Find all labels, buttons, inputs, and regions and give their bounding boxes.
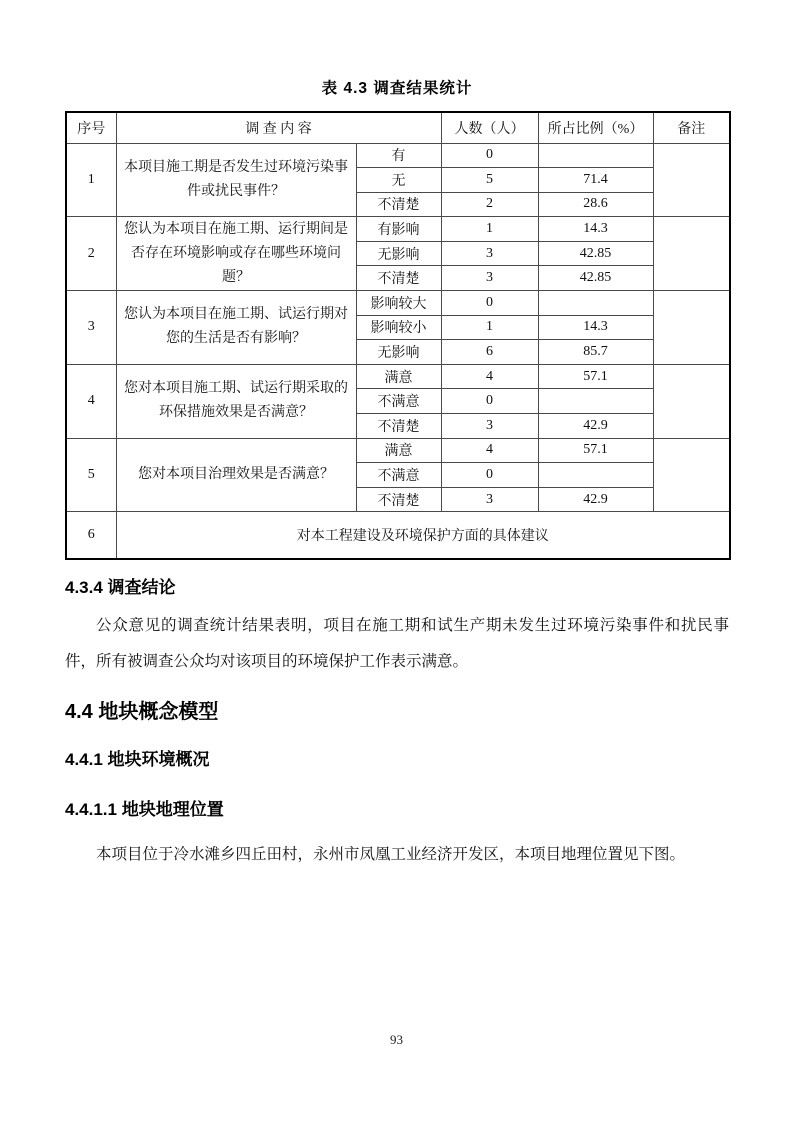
question-cell: 您认为本项目在施工期、运行期间是否存在环境影响或存在哪些环境问题？: [116, 217, 356, 291]
count-cell: 3: [441, 241, 538, 266]
option-cell: 有: [356, 143, 441, 168]
remark-cell: [653, 217, 730, 291]
percent-cell: 42.85: [538, 266, 653, 291]
option-cell: 无影响: [356, 241, 441, 266]
question-cell: 您认为本项目在施工期、试运行期对您的生活是否有影响？: [116, 291, 356, 365]
seq-cell: 4: [66, 364, 116, 438]
col-header-no: 序号: [66, 112, 116, 143]
count-cell: 0: [441, 143, 538, 168]
seq-cell: 2: [66, 217, 116, 291]
table-title: 表 4.3 调查结果统计: [321, 80, 473, 97]
percent-cell: 57.1: [538, 438, 653, 463]
heading-4-4: 4.4 地块概念模型: [65, 700, 219, 723]
col-header-remark: 备注: [653, 112, 730, 143]
count-cell: 6: [441, 340, 538, 365]
seq-cell: 6: [66, 512, 116, 559]
percent-cell: 14.3: [538, 315, 653, 340]
remark-cell: [653, 364, 730, 438]
option-cell: 影响较大: [356, 291, 441, 316]
count-cell: 3: [441, 414, 538, 439]
question-cell: 您对本项目治理效果是否满意？: [116, 438, 356, 512]
remark-cell: [653, 291, 730, 365]
survey-results-table: [65, 111, 731, 560]
option-cell: 无: [356, 168, 441, 193]
count-cell: 4: [441, 438, 538, 463]
count-cell: 0: [441, 291, 538, 316]
col-header-content: 调 查 内 容: [116, 112, 441, 143]
count-cell: 4: [441, 364, 538, 389]
option-cell: 满意: [356, 364, 441, 389]
page-number: 93: [390, 1032, 403, 1047]
heading-4-4-1-1: 4.4.1.1 地块地理位置: [65, 799, 224, 819]
table-row: [66, 512, 730, 559]
option-cell: 不清楚: [356, 192, 441, 217]
remark-cell: [653, 438, 730, 512]
option-cell: 不清楚: [356, 414, 441, 439]
option-cell: 无影响: [356, 340, 441, 365]
count-cell: 1: [441, 217, 538, 242]
seq-cell: 5: [66, 438, 116, 512]
percent-cell: 71.4: [538, 168, 653, 193]
table-row: [66, 438, 730, 463]
table-header-row: [66, 112, 730, 143]
percent-cell: [538, 143, 653, 168]
count-cell: 1: [441, 315, 538, 340]
percent-cell: [538, 291, 653, 316]
count-cell: 3: [441, 266, 538, 291]
count-cell: 2: [441, 192, 538, 217]
question-cell: 本项目施工期是否发生过环境污染事件或扰民事件？: [116, 143, 356, 217]
percent-cell: 42.9: [538, 414, 653, 439]
remark-cell: [653, 143, 730, 217]
option-cell: 不清楚: [356, 266, 441, 291]
percent-cell: 42.9: [538, 487, 653, 512]
conclusion-paragraph: 公众意见的调查统计结果表明，项目在施工期和试生产期未发生过环境污染事件和扰民事件，所有被调查公众均对该项目的环境保护工作表示满意。: [65, 616, 729, 670]
option-cell: 不满意: [356, 463, 441, 488]
heading-4-4-1: 4.4.1 地块环境概况: [65, 749, 210, 769]
col-header-count: 人数（人）: [441, 112, 538, 143]
percent-cell: 14.3: [538, 217, 653, 242]
option-cell: 不清楚: [356, 487, 441, 512]
table-row: [66, 291, 730, 316]
percent-cell: [538, 463, 653, 488]
count-cell: 0: [441, 389, 538, 414]
heading-4-3-4: 4.3.4 调查结论: [65, 577, 176, 597]
option-cell: 有影响: [356, 217, 441, 242]
table-row: [66, 143, 730, 168]
percent-cell: 42.85: [538, 241, 653, 266]
table-row: [66, 217, 730, 242]
seq-cell: 1: [66, 143, 116, 217]
option-cell: 满意: [356, 438, 441, 463]
percent-cell: [538, 389, 653, 414]
suggestion-cell: 对本工程建设及环境保护方面的具体建议: [116, 512, 730, 559]
question-cell: 您对本项目施工期、试运行期采取的环保措施效果是否满意？: [116, 364, 356, 438]
count-cell: 5: [441, 168, 538, 193]
option-cell: 影响较小: [356, 315, 441, 340]
percent-cell: 85.7: [538, 340, 653, 365]
location-paragraph: 本项目位于冷水滩乡四丘田村，永州市凤凰工业经济开发区，本项目地理位置见下图。: [96, 845, 686, 863]
percent-cell: 28.6: [538, 192, 653, 217]
col-header-percent: 所占比例（%）: [538, 112, 653, 143]
count-cell: 0: [441, 463, 538, 488]
seq-cell: 3: [66, 291, 116, 365]
percent-cell: 57.1: [538, 364, 653, 389]
option-cell: 不满意: [356, 389, 441, 414]
count-cell: 3: [441, 487, 538, 512]
table-row: [66, 364, 730, 389]
